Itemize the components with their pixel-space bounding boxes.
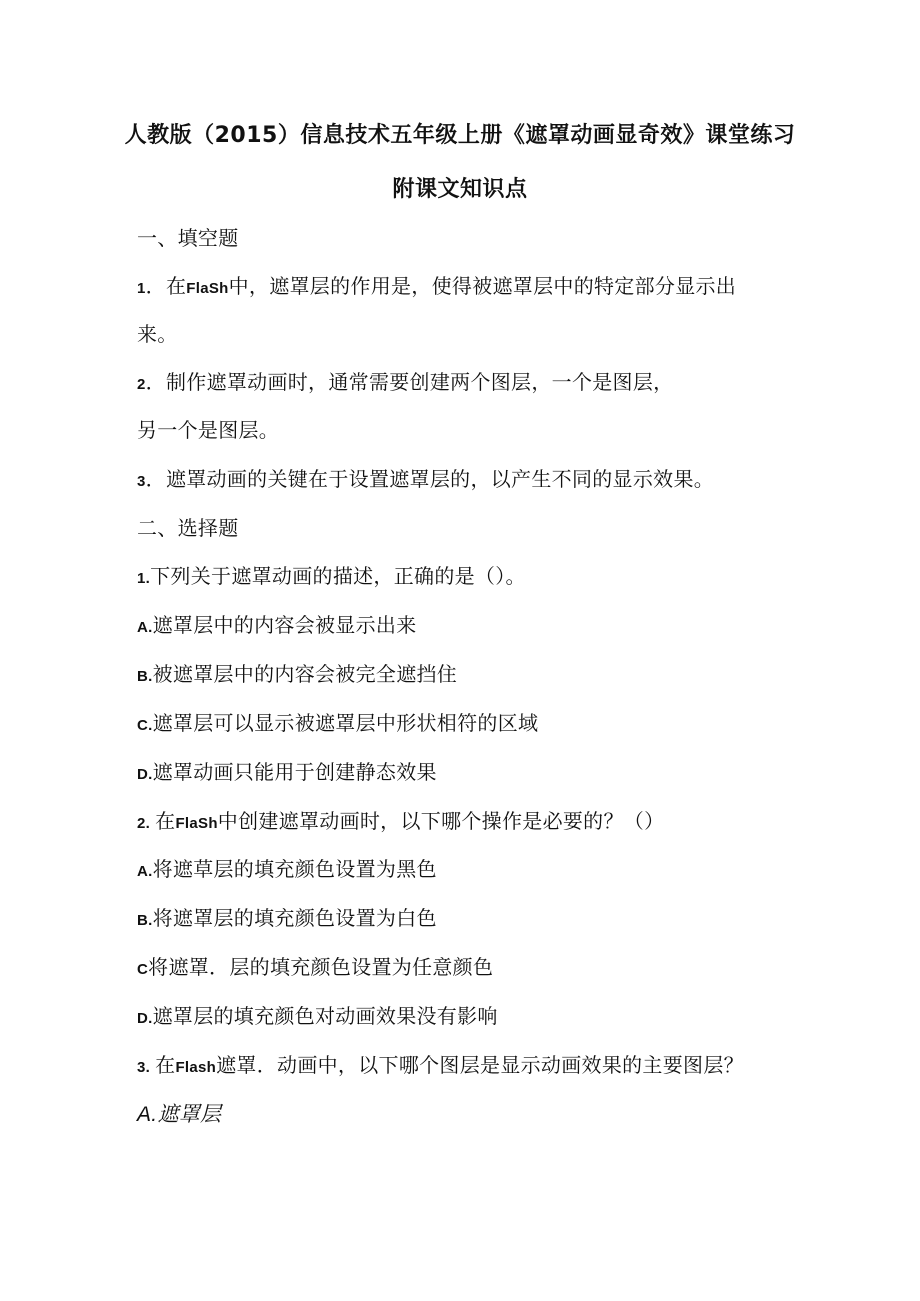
option-text: 遮罩层可以显示被遮罩层中形状相符的区域 [152,711,539,735]
question-term: FlaSh [186,280,229,297]
question-text: ．遮罩动画的关键在于设置遮罩层的，以产生不同的显示效果。 [145,467,715,491]
question-term: FlaSh [175,815,218,832]
option-d [137,1000,498,1029]
question-text: 遮罩．动画中，以下哪个图层是显示动画效果的主要图层？ [216,1053,744,1077]
document-title-line-1: 人教版（2015）信息技术五年级上册《遮罩动画显奇效》课堂练习 [124,123,796,148]
option-label: A. [137,619,153,636]
question-number: 3. [137,1059,151,1076]
option-a: A.遮罩层 [137,1103,222,1126]
option-label: C. [137,717,153,734]
fill-question-3 [137,463,714,492]
question-text: ．在 [145,274,187,298]
choice-question-3 [137,1049,744,1078]
option-text: 将遮罩．层的填充颜色设置为任意颜色 [148,955,494,979]
question-number: 3 [137,473,146,490]
question-number: 2 [137,376,146,393]
option-text: 遮罩动画只能用于创建静态效果 [152,760,437,784]
option-text: 将遮草层的填充颜色设置为黑色 [152,857,437,881]
section-heading-fill-in: 一、填空题 [137,226,239,250]
question-text: 在 [155,809,176,833]
question-text: 中，遮罩层的作用是，使得被遮罩层中的特定部分显示出 [228,274,737,298]
option-label: D. [137,1010,153,1027]
question-number: 1. [137,570,151,587]
fill-question-2 [137,366,673,395]
fill-question-1-continued: 来。 [137,322,178,346]
option-text: 遮罩层的填充颜色对动画效果没有影响 [152,1004,498,1028]
question-text: ．制作遮罩动画时，通常需要创建两个图层，一个是图层， [145,370,674,394]
option-d [137,756,437,785]
option-a [137,853,437,882]
question-text: 中创建遮罩动画时，以下哪个操作是必要的？（） [217,809,665,833]
question-number: 1 [137,280,146,297]
option-text: 将遮罩层的填充颜色设置为白色 [152,906,437,930]
option-label: D. [137,766,153,783]
option-label: A. [137,863,153,880]
fill-question-1 [137,270,736,299]
option-label: C [137,961,149,978]
option-c [137,951,493,980]
question-number: 2. [137,815,151,832]
choice-question-1 [137,560,526,589]
option-b [137,902,437,931]
document-title-line-2: 附课文知识点 [392,177,528,202]
question-text: 在 [155,1053,176,1077]
option-c [137,707,538,736]
option-text: 被遮罩层中的内容会被完全遮挡住 [152,662,458,686]
option-label: B. [137,668,153,685]
option-text: 遮罩层中的内容会被显示出来 [152,613,417,637]
option-a [137,609,417,638]
question-stem: 下列关于遮罩动画的描述，正确的是（）。 [150,564,526,588]
option-label: B. [137,912,153,929]
option-b [137,658,457,687]
fill-question-2-continued: 另一个是图层。 [137,418,280,442]
question-term: Flash [175,1059,217,1076]
section-heading-choice: 二、选择题 [137,516,239,540]
choice-question-2 [137,805,664,834]
